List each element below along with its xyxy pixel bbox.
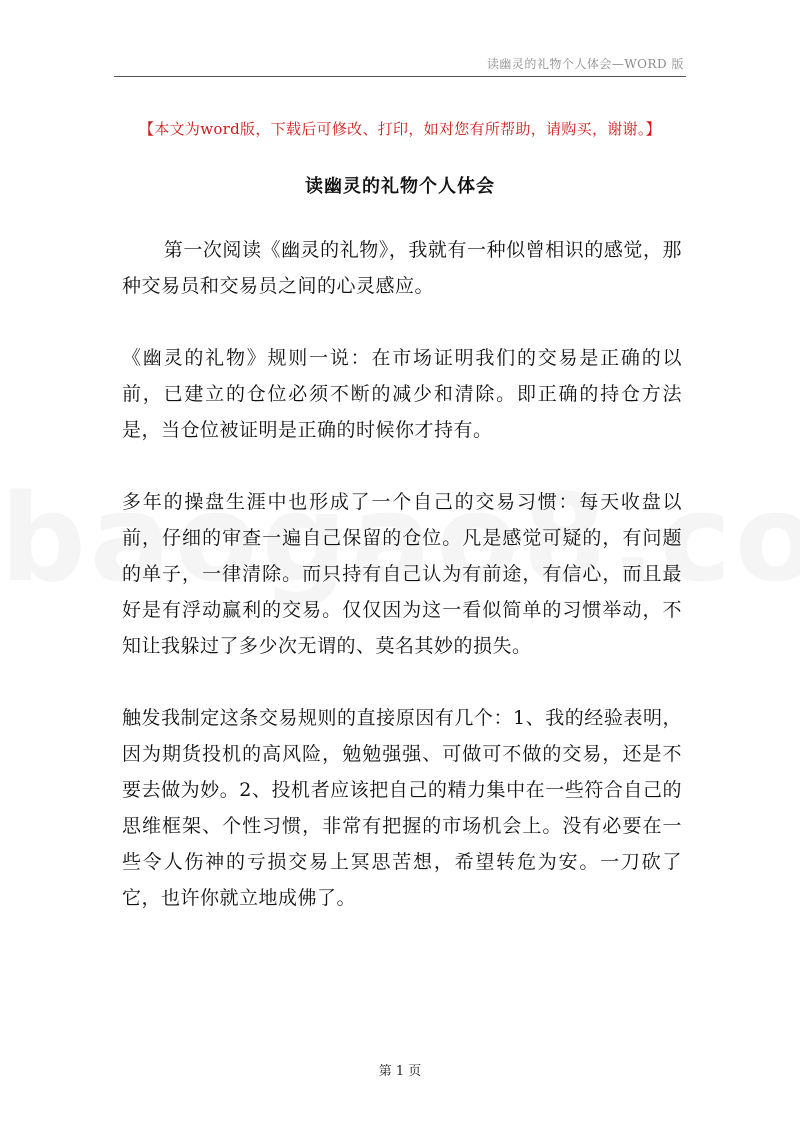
document-title: 读幽灵的礼物个人体会 <box>305 176 495 197</box>
download-notice: 【本文为word版，下载后可修改、打印，如对您有所帮助，请购买，谢谢。】 <box>139 120 661 138</box>
paragraph-4: 触发我制定这条交易规则的直接原因有几个：1、我的经验表明，因为期货投机的高风险，勉勉强强、可做可不做的交易，还是不要去做为妙。2、投机者应该把自己的精力集中在一些符合自己的思维框架、个性习惯，非常有把握的市场机会上。没有必要在一些令人伤神的亏损交易上冥思苦想，希望转危为安。一刀砍了它，也许你就立地成佛了。 <box>122 707 682 909</box>
page-number: 第 1 页 <box>378 1064 422 1079</box>
document-body <box>122 232 682 952</box>
running-header: 读幽灵的礼物个人体会—WORD 版 <box>486 57 684 71</box>
paragraph-1: 第一次阅读《幽灵的礼物》，我就有一种似曾相识的感觉，那种交易员和交易员之间的心灵感应。 <box>122 239 682 297</box>
paragraph-2: 《幽灵的礼物》规则一说：在市场证明我们的交易是正确的以前，已建立的仓位必须不断的减少和清除。即正确的持仓方法是，当仓位被证明是正确的时候你才持有。 <box>122 347 682 441</box>
paragraph-3: 多年的操盘生涯中也形成了一个自己的交易习惯：每天收盘以前，仔细的审查一遍自己保留的仓位。凡是感觉可疑的，有问题的单子，一律清除。而只持有自己认为有前途，有信心，而且最好是有浮动赢利的交易。仅仅因为这一看似简单的习惯举动，不知让我躲过了多少次无谓的、莫名其妙的损失。 <box>122 491 682 657</box>
header-divider <box>114 76 686 77</box>
